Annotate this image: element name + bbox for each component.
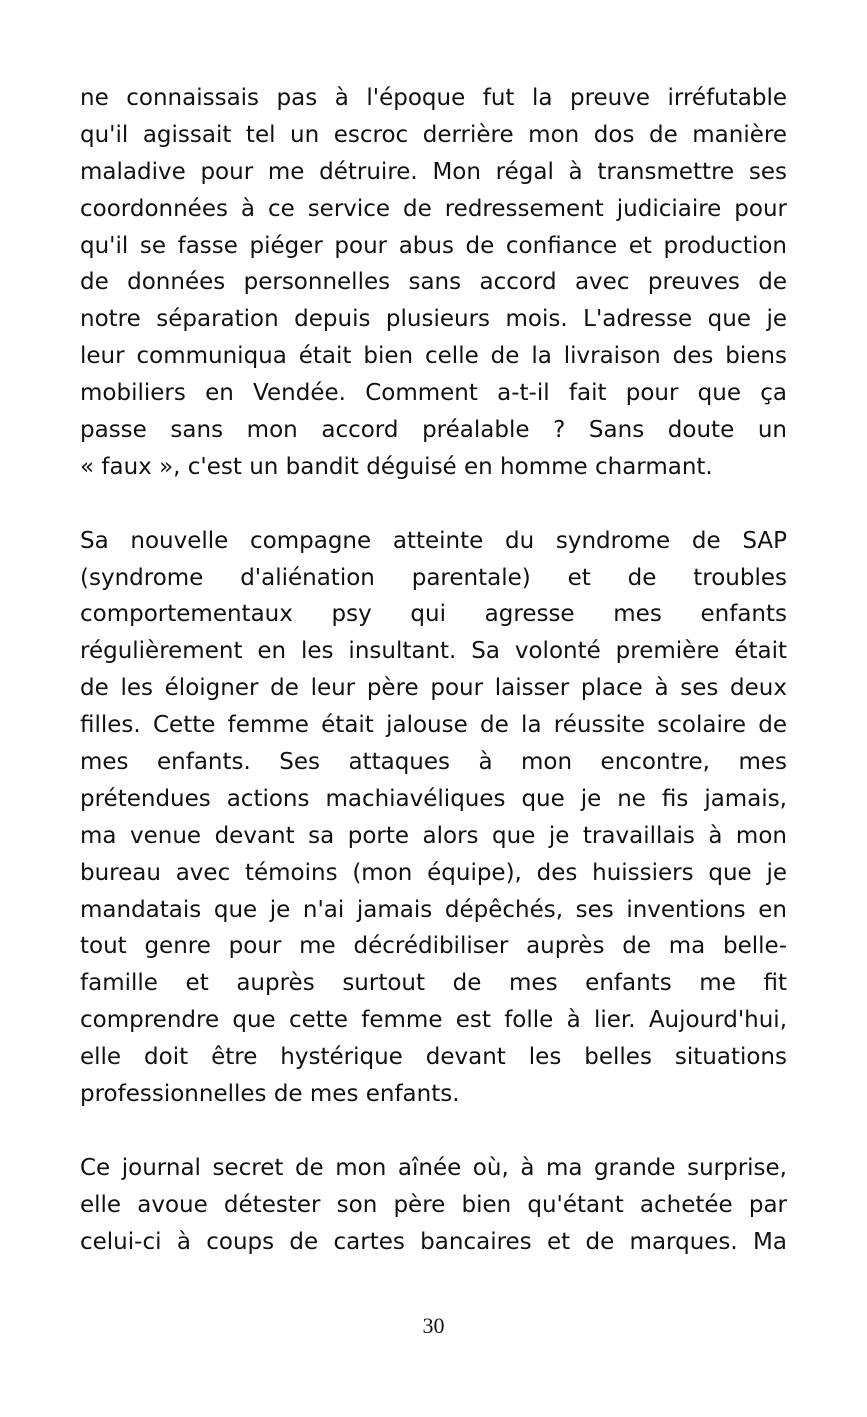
text-line: mobiliers en Vendée. Comment a-t-il fait pour que ça: [80, 380, 787, 407]
body-text: [80, 80, 787, 1261]
text-line: professionnelles de mes enfants.: [80, 1081, 460, 1108]
text-line: mandatais que je n'ai jamais dépêchés, ses inventions en: [80, 896, 787, 923]
text-line: ne connaissais pas à l'époque fut la preuve irréfutable: [80, 85, 787, 111]
paragraph-spacer: [80, 486, 787, 523]
text-line: notre séparation depuis plusieurs mois. L'adresse que je: [80, 306, 787, 333]
text-line: maladive pour me détruire. Mon régal à transmettre ses: [80, 158, 787, 185]
text-line: de les éloigner de leur père pour laisser place à ses deux: [80, 675, 787, 702]
paragraph: [80, 80, 787, 486]
text-line: filles. Cette femme était jalouse de la réussite scolaire de: [80, 712, 787, 739]
text-line: comprendre que cette femme est folle à lier. Aujourd'hui,: [80, 1007, 787, 1034]
text-line: tout genre pour me décrédibiliser auprès de ma belle-: [80, 933, 787, 960]
text-line: (syndrome d'aliénation parentale) et de troubles: [80, 564, 787, 591]
text-line: prétendues actions machiavéliques que je ne fis jamais,: [80, 785, 787, 812]
text-line: coordonnées à ce service de redressement judiciaire pour: [80, 195, 787, 222]
text-line: régulièrement en les insultant. Sa volonté première était: [80, 638, 787, 665]
text-line: Ce journal secret de mon aînée où, à ma grande surprise,: [80, 1154, 787, 1181]
text-line: bureau avec témoins (mon équipe), des huissiers que je: [80, 859, 787, 886]
paragraph-spacer: [80, 1113, 787, 1150]
text-line: leur communiqua était bien celle de la livraison des biens: [80, 343, 787, 370]
text-line: qu'il se fasse piéger pour abus de confiance et production: [80, 232, 787, 259]
text-line: mes enfants. Ses attaques à mon encontre, mes: [80, 749, 787, 776]
text-line: famille et auprès surtout de mes enfants me fit: [80, 970, 787, 997]
text-line: ma venue devant sa porte alors que je travaillais à mon: [80, 822, 787, 849]
text-line: elle avoue détester son père bien qu'étant achetée par: [80, 1191, 787, 1218]
page-number: 30: [422, 1313, 445, 1338]
text-line: celui-ci à coups de cartes bancaires et de marques. Ma: [80, 1228, 787, 1255]
text-line: elle doit être hystérique devant les belles situations: [80, 1044, 787, 1071]
text-line: de données personnelles sans accord avec preuves de: [80, 269, 787, 296]
paragraph: [80, 1150, 787, 1261]
text-line: passe sans mon accord préalable ? Sans doute un: [80, 417, 787, 444]
text-line: qu'il agissait tel un escroc derrière mon dos de manière: [80, 121, 787, 148]
paragraph: [80, 523, 787, 1113]
text-line: « faux », c'est un bandit déguisé en homme charmant.: [80, 453, 713, 480]
text-line: comportementaux psy qui agresse mes enfants: [80, 601, 787, 628]
text-line: Sa nouvelle compagne atteinte du syndrome de SAP: [80, 527, 787, 554]
